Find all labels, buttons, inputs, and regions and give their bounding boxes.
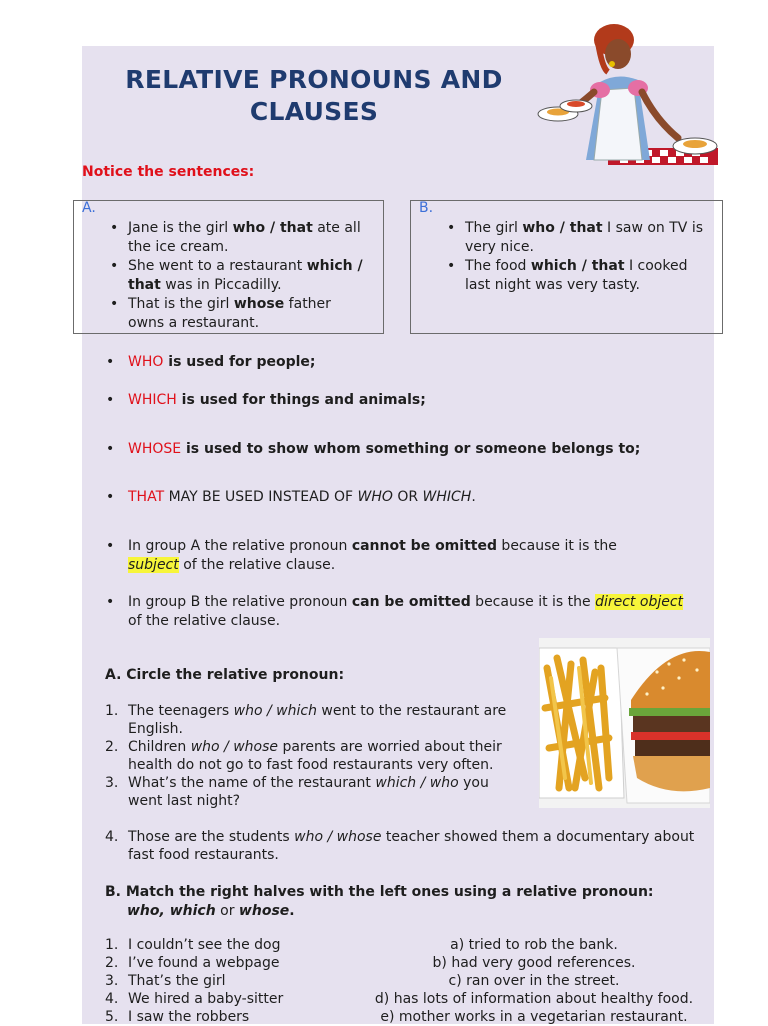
rule-group-a: • In group A the relative pronoun cannot be omitted because it is the subject of the relative clause. — [106, 537, 666, 575]
list-item: • That is the girl whose father owns a restaurant. — [106, 295, 368, 333]
list-item: c) ran over in the street. — [448, 973, 620, 989]
page-title: RELATIVE PRONOUNS AND CLAUSES — [125, 65, 503, 126]
list-item: a) tried to rob the bank. — [450, 937, 618, 953]
worksheet-background — [82, 46, 714, 1024]
list-item: 3. What’s the name of the restaurant which / who you went last night? — [105, 775, 489, 809]
list-item: 1. The teenagers who / which went to the restaurant are English. — [105, 703, 507, 737]
match-left-list — [105, 936, 365, 1026]
section-a-heading: A. Circle the relative pronoun: — [105, 667, 345, 683]
example-box-a — [73, 200, 384, 334]
rule-which: • WHICH is used for things and animals; — [106, 391, 706, 410]
list-item: 1. I couldn’t see the dog — [105, 937, 281, 953]
rule-group-b: • In group B the relative pronoun can be omitted because it is the direct object of the relative clause. — [106, 593, 686, 631]
list-item: 2. I’ve found a webpage — [105, 955, 280, 971]
list-item: • The girl who / that I saw on TV is very nice. — [443, 219, 715, 257]
list-item: • Jane is the girl who / that ate all the ice cream. — [106, 219, 368, 257]
list-item: • She went to a restaurant which / that was in Piccadilly. — [106, 257, 368, 295]
exercise-a-list-cont — [105, 828, 711, 864]
rule-whose: • WHOSE is used to show whom something or someone belongs to; — [106, 440, 706, 459]
list-item: 2. Children who / whose parents are worried about their health do not go to fast food restaurants very often. — [105, 739, 502, 773]
match-right-list — [356, 936, 712, 1026]
list-item: • The food which / that I cooked last night was very tasty. — [443, 257, 715, 295]
list-item: 4. Those are the students who / whose teacher showed them a documentary about fast food restaurants. — [105, 829, 695, 863]
rule-that: • THAT MAY BE USED INSTEAD OF WHO OR WHICH. — [106, 488, 706, 507]
box-b-label: B. — [419, 200, 434, 216]
list-item: b) had very good references. — [432, 955, 636, 971]
notice-heading: Notice the sentences: — [82, 164, 255, 180]
list-item: 3. That’s the girl — [105, 973, 226, 989]
burger-fries-photo — [539, 638, 710, 808]
list-item: 5. I saw the robbers — [105, 1009, 250, 1025]
rule-who: • WHO is used for people; — [106, 353, 706, 372]
exercise-a-list — [105, 702, 525, 810]
list-item: 4. We hired a baby-sitter — [105, 991, 284, 1007]
box-a-label: A. — [82, 200, 96, 216]
list-item: d) has lots of information about healthy food. — [374, 991, 694, 1007]
waitress-illustration — [528, 20, 728, 165]
list-item: e) mother works in a vegetarian restaurant. — [380, 1009, 688, 1025]
example-box-b — [410, 200, 723, 334]
section-b-heading: B. Match the right halves with the left ones using a relative pronoun: who, which or whose. — [105, 884, 654, 919]
